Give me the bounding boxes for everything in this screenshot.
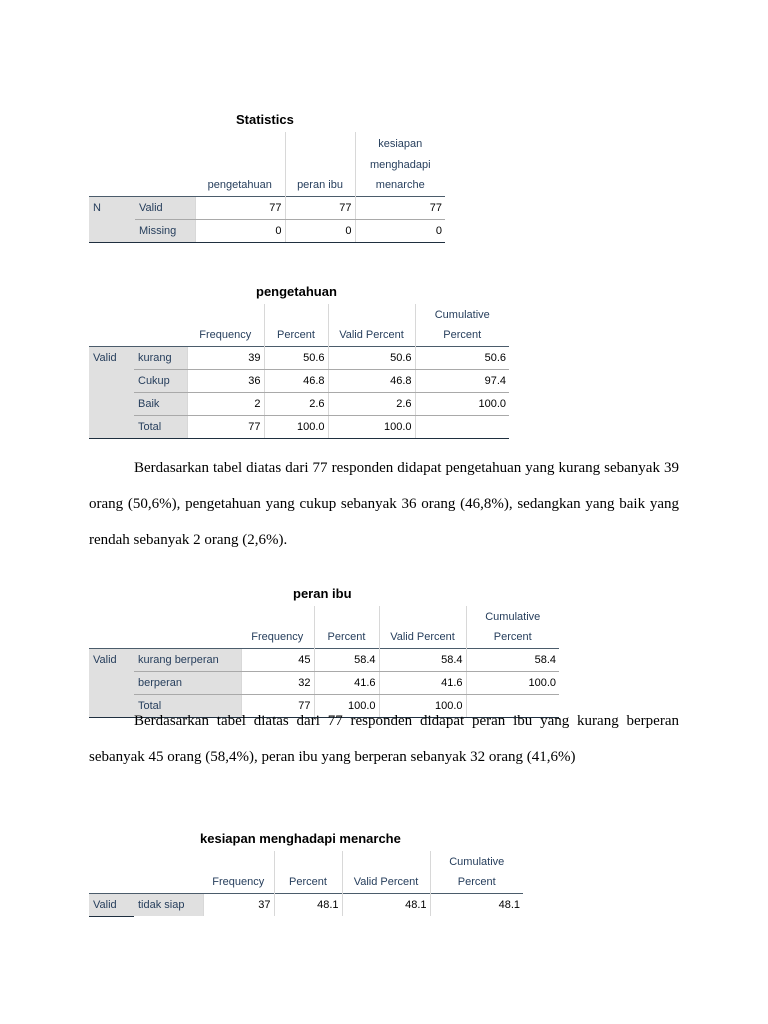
cell: 0 [195, 219, 285, 242]
row-group-label: Valid [89, 648, 134, 671]
row-group-label: N [89, 196, 135, 219]
cell: 100.0 [264, 415, 328, 438]
row-label: Total [134, 415, 187, 438]
header-percent: Percent [264, 304, 328, 346]
cell: 2.6 [264, 392, 328, 415]
cell: 41.6 [379, 671, 466, 694]
cell: 100.0 [328, 415, 415, 438]
row-label: berperan [134, 671, 241, 694]
cell: 46.8 [328, 369, 415, 392]
table-row [89, 392, 509, 415]
row-label: Total [134, 694, 241, 717]
peran-ibu-title: peran ibu [293, 586, 352, 601]
kesiapan-table [89, 851, 523, 917]
cell: 39 [187, 346, 264, 369]
pengetahuan-title: pengetahuan [256, 284, 337, 299]
header-percent: Percent [274, 851, 342, 893]
cell: 50.6 [264, 346, 328, 369]
cell: 100.0 [415, 392, 509, 415]
cell: 77 [285, 196, 355, 219]
table-row [89, 196, 445, 219]
row-group-label: Valid [89, 346, 134, 369]
table-row [89, 648, 559, 671]
row-label: Missing [135, 219, 195, 242]
cell: 2.6 [328, 392, 415, 415]
cell: 77 [187, 415, 264, 438]
peran-ibu-table [89, 606, 559, 718]
table-row [89, 893, 523, 916]
row-label: Baik [134, 392, 187, 415]
cell: 58.4 [314, 648, 379, 671]
cell: 58.4 [466, 648, 559, 671]
cell: 100.0 [379, 694, 466, 717]
col-header-kesiapan: kesiapan menghadapi menarche [355, 132, 445, 196]
cell: 50.6 [328, 346, 415, 369]
header-cumulative-percent: Cumulative Percent [415, 304, 509, 346]
header-frequency: Frequency [212, 876, 265, 888]
cell: 77 [195, 196, 285, 219]
col-header-pengetahuan: pengetahuan [207, 179, 272, 191]
header-valid-percent: Valid Percent [328, 304, 415, 346]
cell: 77 [241, 694, 314, 717]
peran-ibu-table-block [89, 586, 559, 714]
cell: 48.1 [342, 893, 430, 916]
pengetahuan-table [89, 304, 509, 439]
table-row [89, 219, 445, 242]
paragraph-pengetahuan: Berdasarkan tabel diatas dari 77 responden didapat pengetahuan yang kurang sebanyak 39 orang (50,6%), pengetahuan yang cukup sebanyak 36 orang (46,8%), sedangkan yang baik yang rendah sebanyak 2 orang (2,6%). [89, 460, 679, 548]
cell: 100.0 [314, 694, 379, 717]
cell: 100.0 [466, 671, 559, 694]
table-row [89, 369, 509, 392]
cell: 2 [187, 392, 264, 415]
row-label: Valid [135, 196, 195, 219]
cell: 41.6 [314, 671, 379, 694]
header-cumulative-percent: Cumulative Percent [430, 851, 523, 893]
kesiapan-title: kesiapan menghadapi menarche [200, 831, 401, 846]
header-cumulative-percent: Cumulative Percent [466, 606, 559, 648]
cell: 48.1 [430, 893, 523, 916]
col-header-peran-ibu: peran ibu [285, 132, 355, 196]
row-group-label: Valid [89, 893, 134, 916]
table-row [89, 415, 509, 438]
row-label: kurang berperan [134, 648, 241, 671]
row-label: Cukup [134, 369, 187, 392]
kesiapan-table-block [89, 831, 523, 921]
header-frequency: Frequency [199, 329, 252, 341]
header-valid-percent: Valid Percent [342, 851, 430, 893]
pengetahuan-table-block [89, 284, 509, 436]
statistics-title: Statistics [236, 112, 294, 127]
header-valid-percent: Valid Percent [379, 606, 466, 648]
row-label: kurang [134, 346, 187, 369]
cell [415, 415, 509, 438]
cell: 32 [241, 671, 314, 694]
header-percent: Percent [314, 606, 379, 648]
cell: 58.4 [379, 648, 466, 671]
statistics-table [89, 132, 445, 243]
paragraph-peran-ibu: Berdasarkan tabel diatas dari 77 responden didapat peran ibu yang kurang berperan sebanyak 45 orang (58,4%), peran ibu yang berperan sebanyak 32 orang (41,6%) [89, 713, 679, 765]
table-row [89, 346, 509, 369]
cell: 0 [355, 219, 445, 242]
cell: 97.4 [415, 369, 509, 392]
statistics-table-block [89, 112, 445, 242]
header-frequency: Frequency [251, 631, 304, 643]
cell: 37 [203, 893, 274, 916]
cell: 50.6 [415, 346, 509, 369]
cell: 0 [285, 219, 355, 242]
cell: 48.1 [274, 893, 342, 916]
row-label: tidak siap [134, 893, 203, 916]
cell: 36 [187, 369, 264, 392]
table-row [89, 671, 559, 694]
cell: 45 [241, 648, 314, 671]
cell: 77 [355, 196, 445, 219]
cell: 46.8 [264, 369, 328, 392]
